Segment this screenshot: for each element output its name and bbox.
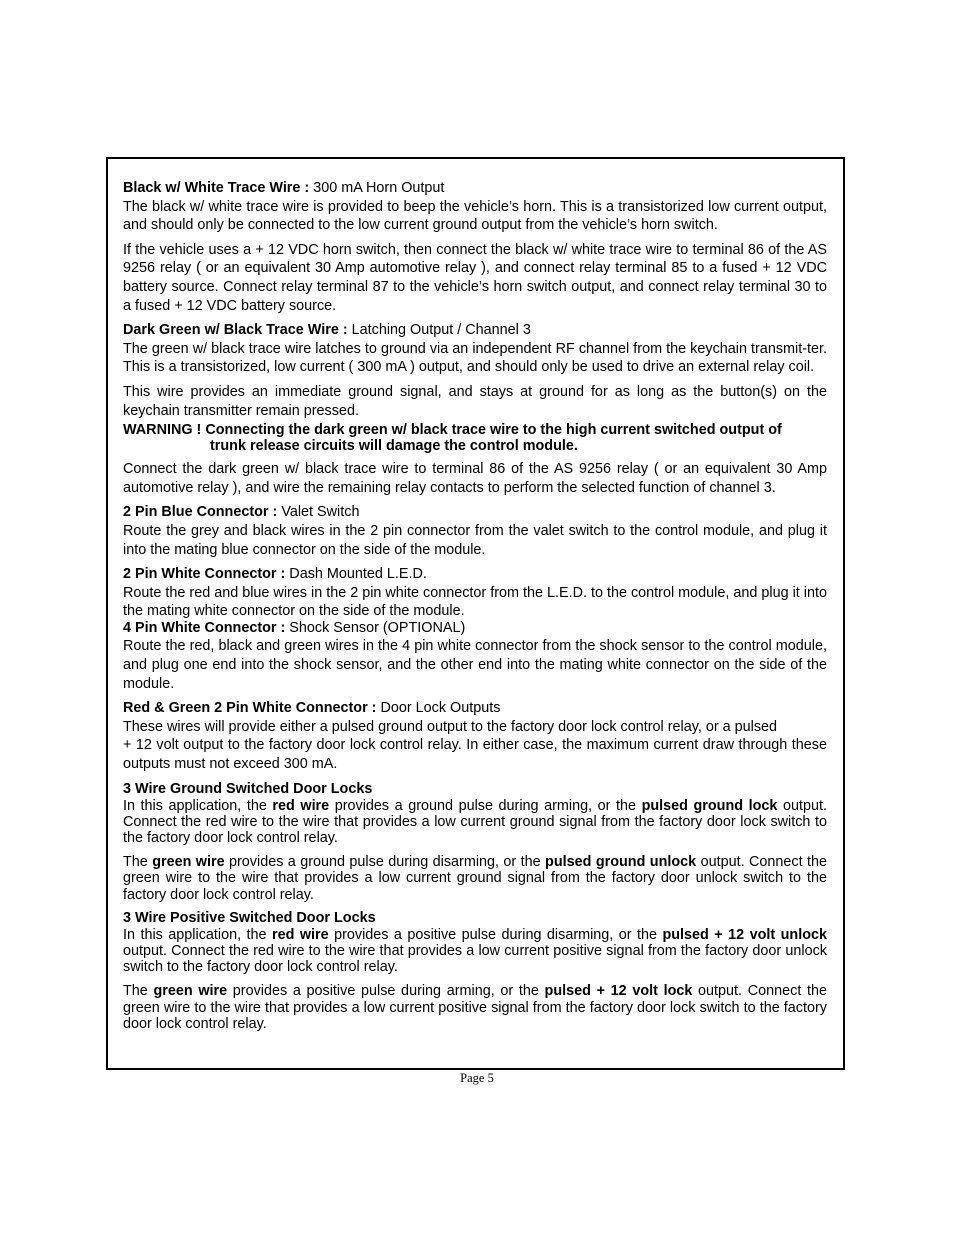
paragraph: In this application, the red wire provides a ground pulse during arming, or the pulsed ground lock output. Connect the red wire to the wire that provides a low current ground signal from the factory door lock switch to the factory door lock control relay. [123,797,827,847]
paragraph: These wires will provide either a pulsed ground output to the factory door lock control relay, or a pulsed [123,718,778,735]
section-4pin-white-connector [123,619,827,693]
paragraph: Connect the dark green w/ black trace wire to terminal 86 of the AS 9256 relay ( or an equivalent 30 Amp automotive relay ), and wire the remaining relay contacts to perform the selected function of channel 3. [123,461,827,496]
section-horn-output [123,179,827,315]
paragraph: The green wire provides a ground pulse during disarming, or the pulsed ground unlock output. Connect the green wire to the wire that provides a low current ground signal from the factory door unlock switch to the factory door lock control relay. [123,854,828,903]
section-blue-connector [123,503,827,559]
page-number: Page 5 [460,1071,494,1085]
section-heading: Dark Green w/ Black Trace Wire : Latching Output / Channel 3 [123,322,531,339]
paragraph: The black w/ white trace wire is provided to beep the vehicle’s horn. This is a transistorized low current output, and should only be connected to the low current ground output from the vehicle’s horn switch. [123,198,827,234]
section-positive-switched-locks [123,909,827,1032]
paragraph: Route the red, black and green wires in the 4 pin white connector from the shock sensor to the control module, and plug one end into the shock sensor, and the other end into the mating white connector on the side of the module. [123,638,827,692]
section-heading: Black w/ White Trace Wire : 300 mA Horn Output [123,180,445,196]
section-heading: 2 Pin Blue Connector : Valet Switch [123,504,360,521]
warning-note: WARNING ! Connecting the dark green w/ black trace wire to the high current switched output of trunk release circuits will damage the control module. [123,422,782,454]
paragraph: The green wire provides a positive pulse during arming, or the pulsed + 12 volt lock output. Connect the green wire to the wire that provides a low current positive signal from the factory door lock switch to the factory door lock control relay. [123,983,827,1032]
section-2pin-white-connector [123,565,827,621]
section-heading: 3 Wire Ground Switched Door Locks [123,780,373,797]
paragraph: Route the grey and black wires in the 2 pin connector from the valet switch to the control module, and plug it into the mating blue connector on the side of the module. [123,522,827,558]
paragraph: This wire provides an immediate ground signal, and stays at ground for as long as the button(s) on the keychain transmitter remain pressed. [123,383,827,419]
document-body [123,179,827,1032]
section-heading: 3 Wire Positive Switched Door Locks [123,909,376,926]
section-door-lock-outputs [123,699,827,773]
paragraph: + 12 volt output to the factory door lock control relay. In either case, the maximum current draw through these outputs must not exceed 300 mA. [123,737,827,773]
paragraph: In this application, the red wire provides a positive pulse during disarming, or the pulsed + 12 volt unlock output. Connect the red wire to the wire that provides a low current positive signal from the factory door unlock switch to the factory door lock control relay. [123,926,827,976]
section-heading: 4 Pin White Connector : Shock Sensor (OPTIONAL) [123,619,466,636]
section-heading: 2 Pin White Connector : Dash Mounted L.E.D. [123,566,427,583]
paragraph: The green w/ black trace wire latches to ground via an independent RF channel from the keychain transmit-ter. This is a transistorized, low current ( 300 mA ) output, and should only be used to drive an external relay coil. [123,340,827,376]
section-ground-switched-locks [123,780,827,903]
section-channel-3 [123,321,827,497]
content-frame [106,157,845,1070]
section-heading: Red & Green 2 Pin White Connector : Door Lock Outputs [123,700,501,717]
paragraph: Route the red and blue wires in the 2 pin white connector from the L.E.D. to the control module, and plug it into the mating white connector on the side of the module. [123,584,827,620]
paragraph: If the vehicle uses a + 12 VDC horn switch, then connect the black w/ white trace wire to terminal 86 of the AS 9256 relay ( or an equivalent 30 Amp automotive relay ), and connect relay terminal 85 to a fused + 12 VDC battery source. Connect relay terminal 87 to the vehicle’s horn switch output, and connect relay terminal 30 to a fused + 12 VDC battery source. [123,241,827,314]
